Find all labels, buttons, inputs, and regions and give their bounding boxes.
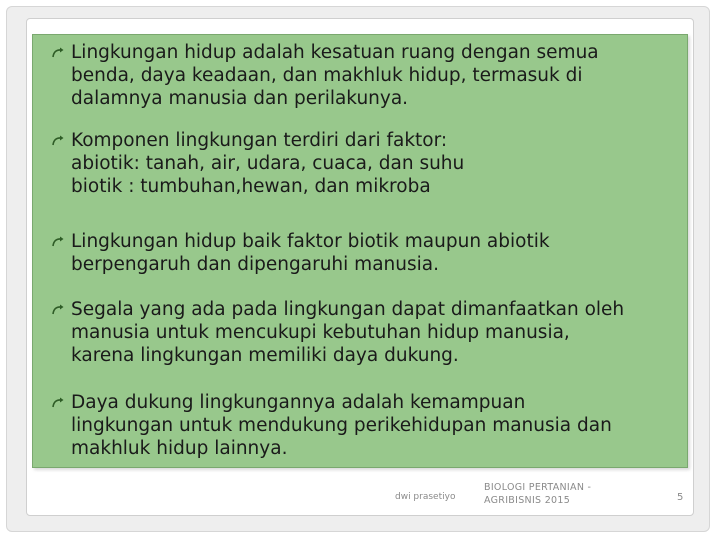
bullet-line: Komponen lingkungan terdiri dari faktor: <box>71 130 448 151</box>
footer-course-line2: AGRIBISNIS 2015 <box>484 495 571 506</box>
bullet-text <box>71 391 661 460</box>
content-box <box>32 34 688 468</box>
bullet-text <box>71 298 661 367</box>
page-number: 5 <box>677 492 684 503</box>
curved-arrow-bullet-icon <box>51 396 65 410</box>
bullet-line: Daya dukung lingkungannya adalah kemampuan <box>71 392 526 413</box>
bullet-line: benda, daya keadaan, dan makhluk hidup, termasuk di <box>71 65 583 86</box>
bullet-item <box>51 391 661 460</box>
bullet-line: manusia untuk mencukupi kebutuhan hidup manusia, <box>71 322 570 343</box>
bullet-line: berpengaruh dan dipengaruhi manusia. <box>71 254 439 275</box>
bullet-line: Lingkungan hidup adalah kesatuan ruang dengan semua <box>71 42 599 63</box>
footer-author: dwi prasetiyo <box>395 492 456 502</box>
curved-arrow-bullet-icon <box>51 46 65 60</box>
curved-arrow-bullet-icon <box>51 134 65 148</box>
bullet-line: abiotik: tanah, air, udara, cuaca, dan suhu <box>71 153 465 174</box>
curved-arrow-bullet-icon <box>51 235 65 249</box>
bullet-line: dalamnya manusia dan perilakunya. <box>71 88 409 109</box>
bullet-text <box>71 129 661 198</box>
bullet-line: biotik : tumbuhan,hewan, dan mikroba <box>71 176 431 197</box>
bullet-item <box>51 129 661 198</box>
bullet-item <box>51 230 661 276</box>
bullet-text <box>71 230 661 276</box>
bullet-line: makhluk hidup lainnya. <box>71 438 288 459</box>
footer-course <box>484 481 591 507</box>
bullet-item <box>51 41 661 110</box>
footer-course-line1: BIOLOGI PERTANIAN - <box>484 482 592 493</box>
bullet-item <box>51 298 661 367</box>
bullet-line: Lingkungan hidup baik faktor biotik maupun abiotik <box>71 231 550 252</box>
curved-arrow-bullet-icon <box>51 303 65 317</box>
bullet-line: karena lingkungan memiliki daya dukung. <box>71 345 459 366</box>
bullet-text <box>71 41 661 110</box>
bullet-line: Segala yang ada pada lingkungan dapat dimanfaatkan oleh <box>71 299 625 320</box>
bullet-line: lingkungan untuk mendukung perikehidupan manusia dan <box>71 415 612 436</box>
